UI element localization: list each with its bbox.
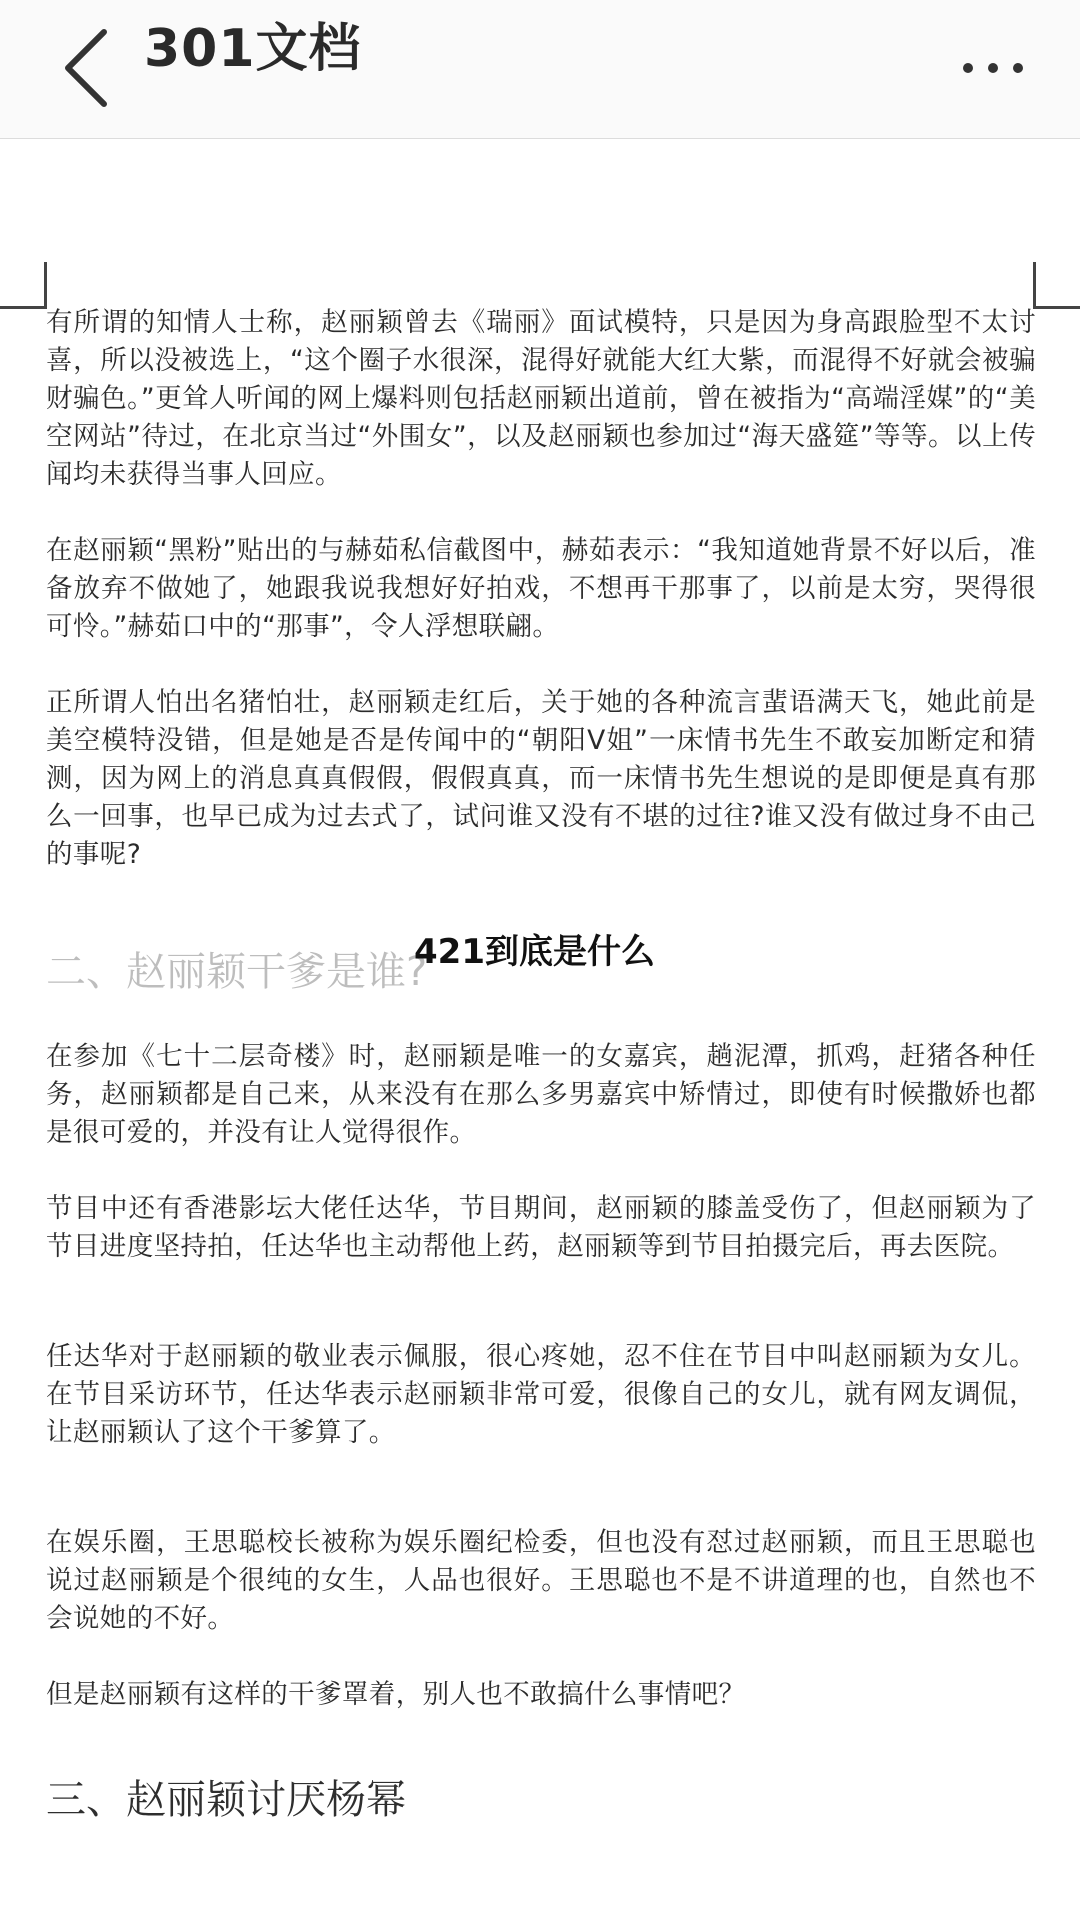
paragraph: 在娱乐圈，王思聪校长被称为娱乐圈纪检委，但也没有怼过赵丽颖，而且王思聪也说过赵丽颖是个很纯的女生，人品也很好。王思聪也不是不讲道理的也，自然也不会说她的不好。	[46, 1527, 1036, 1634]
paragraph: 正所谓人怕出名猪怕壮，赵丽颖走红后，关于她的各种流言蜚语满天飞，她此前是美空模特没错，但是她是否是传闻中的“朝阳V姐”一床情书先生不敢妄加断定和猜测，因为网上的消息真真假假，假假真真，而一床情书先生想说的是即便是真有那么一回事，也早已成为过去式了，试问谁又没有不堪的过往?谁又没有做过身不由己的事呢?	[46, 687, 1036, 870]
page-corner-left	[0, 262, 47, 309]
more-horizontal-icon	[958, 58, 1028, 78]
page-corner-right	[1033, 262, 1080, 309]
page-title: 301文档	[144, 19, 362, 79]
paragraph: 但是赵丽颖有这样的干爹罩着，别人也不敢搞什么事情吧？	[46, 1679, 746, 1710]
app-header	[0, 0, 1080, 139]
paragraph: 任达华对于赵丽颖的敬业表示佩服，很心疼她，忍不住在节目中叫赵丽颖为女儿。在节目采访环节，任达华表示赵丽颖非常可爱，很像自己的女儿，就有网友调侃，让赵丽颖认了这个干爹算了。	[46, 1341, 1036, 1448]
back-button[interactable]	[52, 22, 122, 112]
chevron-left-icon	[52, 22, 122, 112]
section-heading: 三、赵丽颖讨厌杨幂	[46, 1777, 406, 1823]
more-button[interactable]	[958, 58, 1028, 78]
paragraph: 有所谓的知情人士称，赵丽颖曾去《瑞丽》面试模特，只是因为身高跟脸型不太讨喜，所以没被选上，“这个圈子水很深，混得好就能大红大紫，而混得不好就会被骗财骗色。”更耸人听闻的网上爆料则包括赵丽颖出道前，曾在被指为“高端淫媒”的“美空网站”待过，在北京当过“外围女”，以及赵丽颖也参加过“海天盛筵”等等。以上传闻均未获得当事人回应。	[46, 307, 1036, 490]
overlay-title: 421到底是什么	[414, 932, 655, 972]
paragraph: 节目中还有香港影坛大佬任达华，节目期间，赵丽颖的膝盖受伤了，但赵丽颖为了节目进度坚持拍，任达华也主动帮他上药，赵丽颖等到节目拍摄完后，再去医院。	[46, 1193, 1036, 1262]
section-heading: 二、赵丽颖干爹是谁?	[46, 949, 428, 995]
paragraph: 在参加《七十二层奇楼》时，赵丽颖是唯一的女嘉宾，趟泥潭，抓鸡，赶猪各种任务，赵丽颖都是自己来，从来没有在那么多男嘉宾中矫情过，即使有时候撒娇也都是很可爱的，并没有让人觉得很作。	[46, 1041, 1036, 1148]
paragraph: 在赵丽颖“黑粉”贴出的与赫茹私信截图中，赫茹表示：“我知道她背景不好以后，准备放弃不做她了，她跟我说我想好好拍戏，不想再干那事了，以前是太穷，哭得很可怜。”赫茹口中的“那事”，令人浮想联翩。	[46, 535, 1036, 642]
document-content	[46, 304, 1036, 1828]
